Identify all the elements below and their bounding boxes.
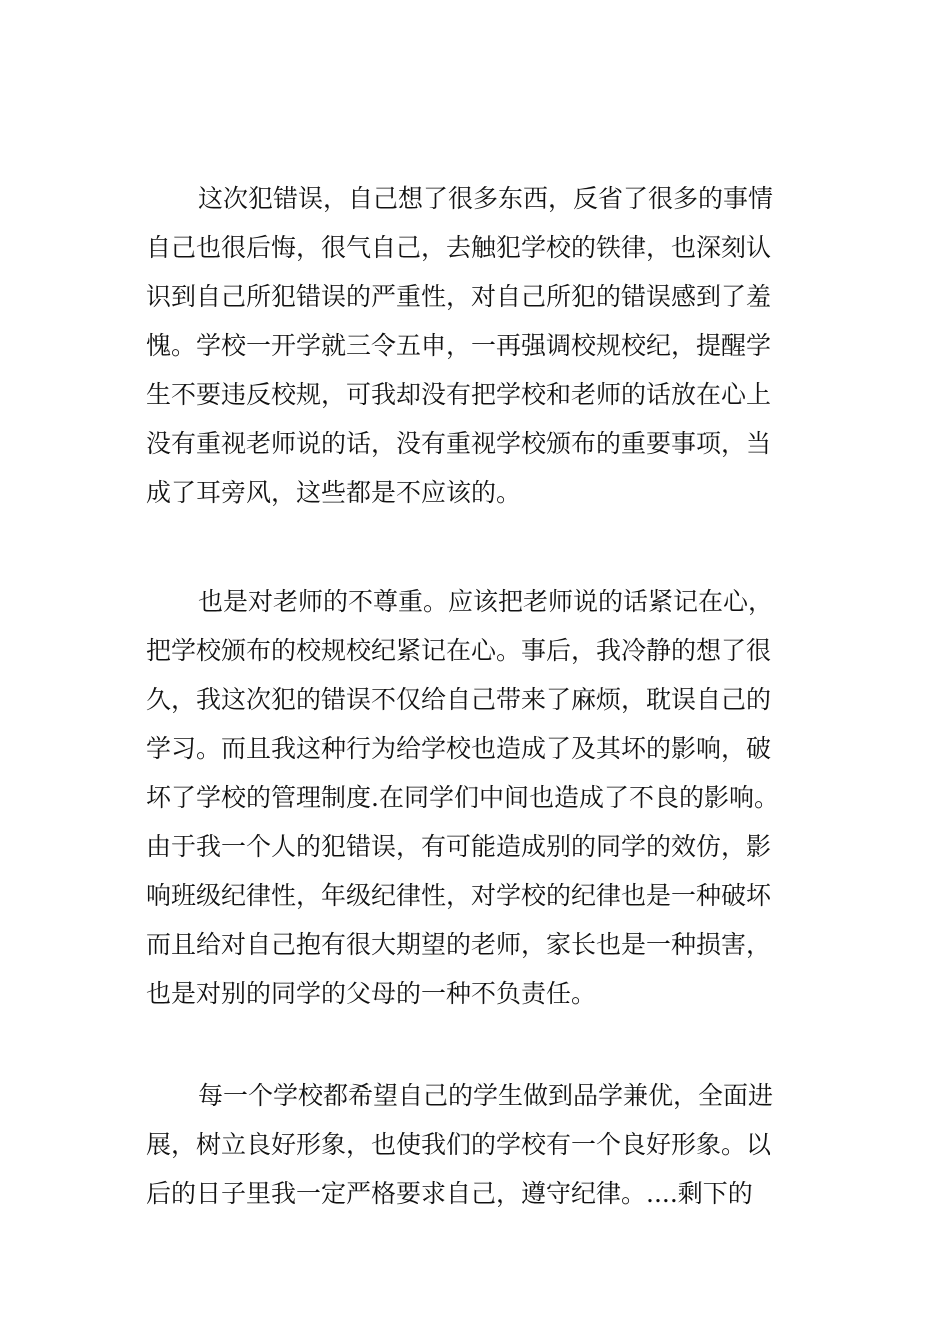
paragraph-line: 由于我一个人的犯错误，有可能造成别的同学的效仿，影 bbox=[146, 832, 772, 861]
paragraph-line: 学习。而且我这种行为给学校也造成了及其坏的影响，破 bbox=[146, 734, 772, 763]
paragraph-line: 没有重视老师说的话，没有重视学校颁布的重要事项，当 bbox=[146, 429, 772, 458]
paragraph-line: 而且给对自己抱有很大期望的老师，家长也是一种损害， bbox=[146, 930, 772, 959]
paragraph-line: 久，我这次犯的错误不仅给自己带来了麻烦，耽误自己的 bbox=[146, 685, 772, 714]
paragraph-line: 把学校颁布的校规校纪紧记在心。事后，我冷静的想了很 bbox=[146, 636, 772, 665]
paragraph-line: 成了耳旁风，这些都是不应该的。 bbox=[146, 478, 522, 507]
paragraph-line: 识到自己所犯错误的严重性，对自己所犯的错误感到了羞 bbox=[146, 282, 772, 311]
paragraph-line: 也是对老师的不尊重。应该把老师说的话紧记在心， bbox=[198, 587, 774, 616]
paragraph-3 bbox=[146, 1071, 816, 1218]
paragraph-line: 自己也很后悔，很气自己，去触犯学校的铁律，也深刻认 bbox=[146, 233, 772, 262]
paragraph-line: 后的日子里我一定严格要求自己，遵守纪律。....剩下的 bbox=[146, 1179, 753, 1208]
paragraph-line: 坏了学校的管理制度.在同学们中间也造成了不良的影响。 bbox=[146, 783, 779, 812]
paragraph-line: 每一个学校都希望自己的学生做到品学兼优，全面进 bbox=[198, 1081, 774, 1110]
paragraph-1 bbox=[146, 174, 816, 517]
paragraph-line: 这次犯错误，自己想了很多东西，反省了很多的事情 bbox=[198, 184, 774, 213]
paragraph-2 bbox=[146, 577, 816, 1018]
paragraph-line: 展，树立良好形象，也使我们的学校有一个良好形象。以 bbox=[146, 1130, 772, 1159]
paragraph-line: 生不要违反校规，可我却没有把学校和老师的话放在心上 bbox=[146, 380, 772, 409]
paragraph-line: 愧。学校一开学就三令五申，一再强调校规校纪，提醒学 bbox=[146, 331, 772, 360]
paragraph-line: 也是对别的同学的父母的一种不负责任。 bbox=[146, 979, 597, 1008]
paragraph-line: 响班级纪律性，年级纪律性，对学校的纪律也是一种破坏 bbox=[146, 881, 772, 910]
